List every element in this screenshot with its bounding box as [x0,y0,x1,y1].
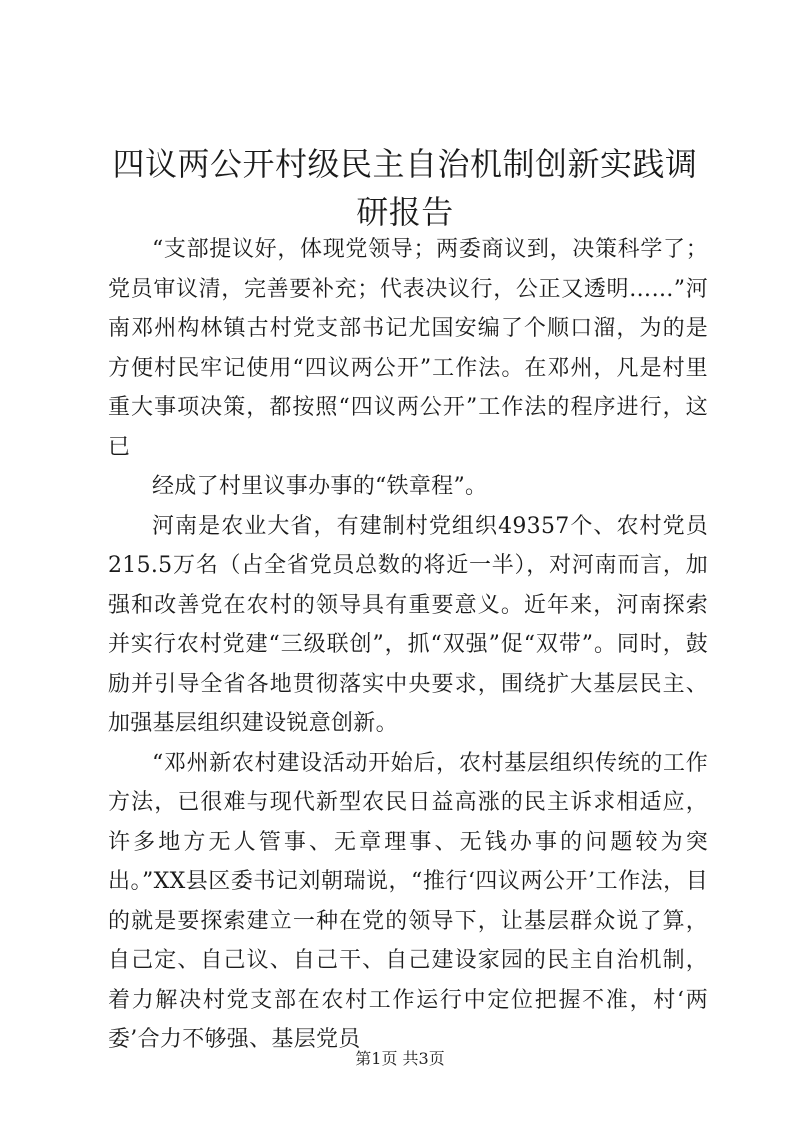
document-title: 四议两公开村级民主自治机制创新实践调研报告 [112,145,698,231]
paragraph-4: “邓州新农村建设活动开始后，农村基层组织传统的工作方法，已很难与现代新型农民日益高涨的民主诉求相适应，许多地方无人管事、无章理事、无钱办事的问题较为突出。”XX县区委书记刘朝瑞说，“推行‘四议两公开’工作法，目的就是要探索建立一种在党的领导下，让基层群众说了算，自己定、自己议、自己干、自己建设家园的民主自治机制，着力解决村党支部在农村工作运行中定位把握不准，村‘两委’合力不够强、基层党员 [108,750,708,1052]
paragraph-2: 经成了村里议事办事的“铁章程”。 [152,474,488,499]
document-body [108,230,708,1060]
page-number-footer: 第1页 共3页 [355,1049,445,1068]
paragraph-3: 河南是农业大省，有建制村党组织49357个、农村党员215.5万名（占全省党员总数的将近一半），对河南而言，加强和改善党在农村的领导具有重要意义。近年来，河南探索并实行农村党建“三级联创”，抓“双强”促“双带”。同时，鼓励并引导全省各地贯彻落实中央要求，围绕扩大基层民主、加强基层组织建设锐意创新。 [108,513,708,736]
paragraph-1: “支部提议好，体现党领导；两委商议到，决策科学了；党员审议清，完善要补充；代表决议行，公正又透明……”河南邓州构林镇古村党支部书记尤国安编了个顺口溜，为的是方便村民牢记使用“四议两公开”工作法。在邓州，凡是村里重大事项决策，都按照“四议两公开”工作法的程序进行，这已 [108,237,708,460]
